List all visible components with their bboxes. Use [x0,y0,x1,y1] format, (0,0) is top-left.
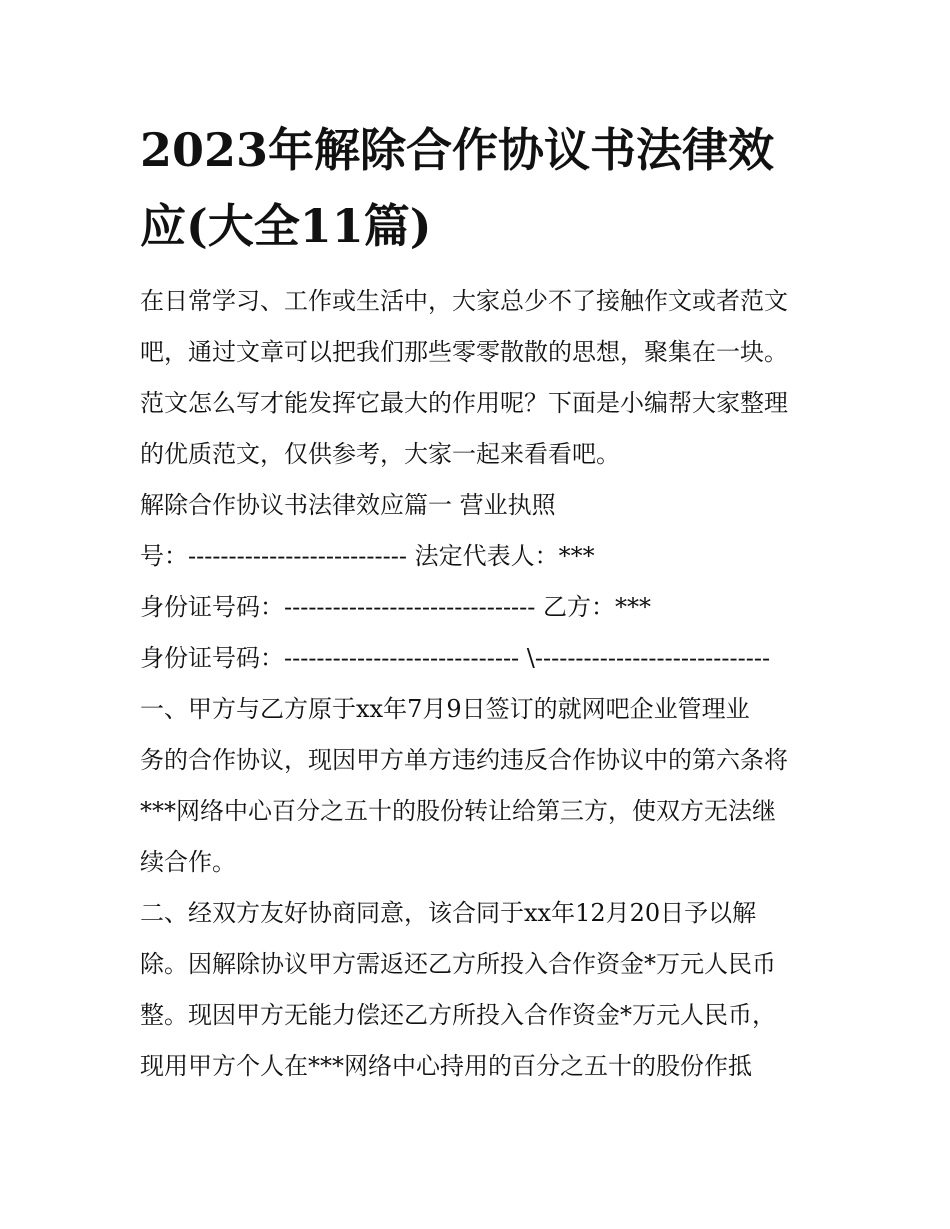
title-line: 应(大全11篇) [140,199,432,253]
text-line: 一、甲方与乙方原于xx年7月9日签订的就网吧企业管理业 [140,695,750,723]
text-line: 吧，通过文章可以把我们那些零零散散的思想，聚集在一块。 [140,338,788,366]
title-line: 2023年解除合作协议书法律效 [140,123,775,177]
text-line: 的优质范文，仅供参考，大家一起来看看吧。 [140,440,620,468]
license-number-paragraph [140,531,820,582]
clause-two-paragraph [140,888,820,1092]
text-line: 务的合作协议，现因甲方单方违约违反合作协议中的第六条将 [140,746,788,774]
clause-one-paragraph [140,684,820,888]
text-line: 范文怎么写才能发挥它最大的作用呢？下面是小编帮大家整理 [140,389,788,417]
id-number-paragraph [140,633,820,684]
text-line: 在日常学习、工作或生活中，大家总少不了接触作文或者范文 [140,287,788,315]
text-line: 身份证号码：----------------------------- \----------------------------- [140,644,771,672]
text-line: 二、经双方友好协商同意，该合同于xx年12月20日予以解 [140,899,757,927]
text-line: 解除合作协议书法律效应篇一 营业执照 [140,491,556,519]
id-number-paragraph [140,582,820,633]
intro-paragraph [140,276,820,480]
document-body [140,276,820,1092]
text-line: 现用甲方个人在***网络中心持用的百分之五十的股份作抵 [140,1052,752,1080]
text-line: 整。现因甲方无能力偿还乙方所投入合作资金*万元人民币， [140,1001,776,1029]
text-line: 号：--------------------------- 法定代表人：*** [140,542,595,570]
text-line: 除。因解除协议甲方需返还乙方所投入合作资金*万元人民币 [140,950,776,978]
text-line: ***网络中心百分之五十的股份转让给第三方，使双方无法继 [140,797,776,825]
section-heading-paragraph [140,480,820,531]
text-line: 身份证号码：------------------------------- 乙方：*** [140,593,652,621]
document-title [140,112,820,264]
text-line: 续合作。 [140,848,236,876]
